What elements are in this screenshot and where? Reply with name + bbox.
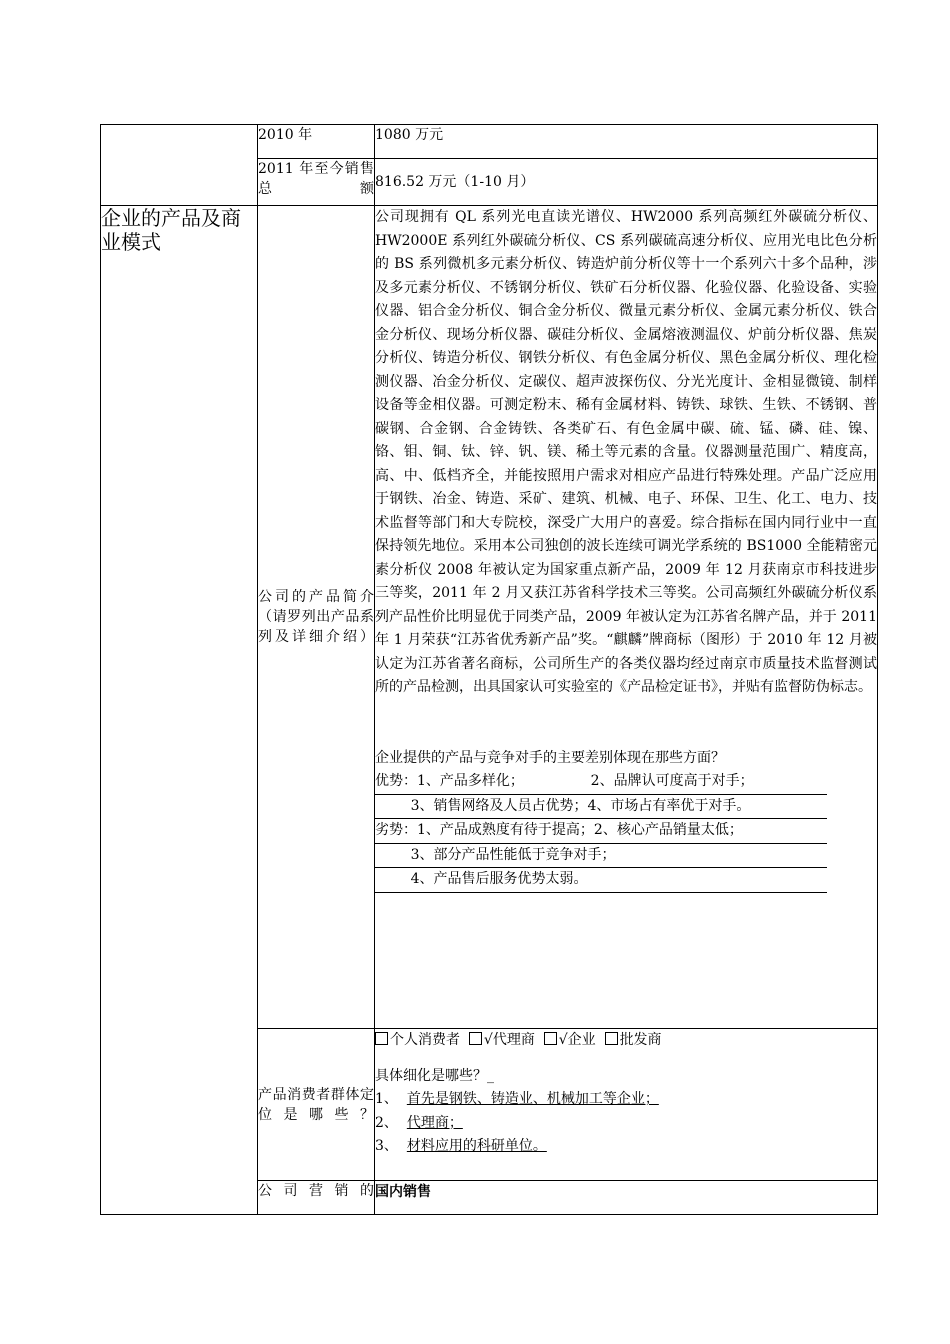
table-row-products [101,206,878,1029]
option-wholesaler: 批发商 [619,1032,662,1048]
compare-question: 企业提供的产品与竞争对手的主要差别体现在那些方面？ [375,749,725,766]
marketing-label: 公司营销的 [258,1181,375,1215]
disadvantage-line-1: 劣势：1、产品成熟度有待于提高；2、核心产品销量太低； [375,819,827,844]
option-enterprise: √企业 [558,1032,596,1048]
table-row-2010 [101,125,878,159]
year-2010-label: 2010 年 [258,125,375,159]
disadvantage-line-3: 4、产品售后服务优势太弱。 [375,868,827,893]
checkbox-icon [375,1032,388,1045]
item-text: 材料应用的科研单位。 [406,1138,547,1154]
checkbox-icon [544,1032,557,1045]
company-info-table [100,124,878,1215]
consumer-cell [375,1029,878,1181]
item-number: 2、 [375,1114,398,1131]
product-intro-cell [375,206,878,1029]
total-sales-label: 2011 年至今销售总额 [258,159,375,206]
total-sales-value: 816.52 万元（1-10 月） [375,159,878,206]
consumer-item-2 [375,1112,877,1136]
option-agent: √代理商 [483,1032,535,1048]
advantage-line-2: 3、销售网络及人员占优势；4、市场占有率优于对手。 [375,795,827,820]
product-intro-label: 公司的产品简介（请罗列出产品系列及详细介绍） [258,206,375,1029]
blank-cell [101,125,258,206]
item-text: 代理商； [406,1114,463,1131]
consumer-options [375,1029,877,1053]
product-description: 公司现拥有 QL 系列光电直读光谱仪、HW2000 系列高频红外碳硫分析仪、HW2000E 系列红外碳硫分析仪、CS 系列碳硫高速分析仪、应用光电比色分析的 BS 系列微机多元素分析仪、铸造炉前分析仪等十一个系列六十多个品种，涉及多元素分析仪、不锈钢分析仪、铁矿石分析仪器、化验仪器、化验设备、实验仪器、铝合金分析仪、铜合金分析仪、微量元素分析仪、金属元素分析仪、铁合金分析仪、现场分析仪器、碳硅分析仪、金属熔液测温仪、炉前分析仪器、焦炭分析仪、铸造分析仪、钢铁分析仪、有色金属分析仪、黑色金属分析仪、理化检测仪器、冶金分析仪、定碳仪、超声波探伤仪、分光光度计、金相显微镜、制样设备等金相仪器。可测定粉末、稀有金属材料、铸铁、球铁、生铁、不锈钢、普碳钢、合金钢、合金铸铁、各类矿石、有色金属中碳、硫、锰、磷、硅、镍、铬、钼、铜、钛、锌、钒、镁、稀土等元素的含量。仪器测量范围广、精度高，高、中、低档齐全，并能按照用户需求对相应产品进行特殊处理。产品广泛应用于钢铁、冶金、铸造、采矿、建筑、机械、电子、环保、卫生、化工、电力、技术监督等部门和大专院校，深受广大用户的喜爱。综合指标在国内同行业中一直保持领先地位。采用本公司独创的波长连续可调光学系统的 BS1000 全能精密元素分析仪 2008 年被认定为国家重点新产品，2009 年 12 月获南京市科技进步三等奖，2011 年 2 月又获江苏省科学技术三等奖。公司高频红外碳硫分析仪系列产品性价比明显优于同类产品，2009 年被认定为江苏省名牌产品，并于 2011 年 1 月荣获“江苏省优秀新产品”奖。“麒麟”牌商标（图形）于 2010 年 12 月被认定为江苏省著名商标，公司所生产的各类仪器均经过南京市质量技术监督测试所的产品检测，出具国家认可实验室的《产品检定证书》，并贴有监督防伪标志。 [375,209,877,695]
marketing-value: 国内销售 [375,1181,878,1215]
checkbox-icon [469,1032,482,1045]
year-2010-value: 1080 万元 [375,125,878,159]
item-number: 3、 [375,1138,398,1154]
consumer-item-3 [375,1135,877,1159]
section-title: 企业的产品及商业模式 [101,206,258,1215]
option-individual: 个人消费者 [390,1032,460,1048]
advantage-line-1: 优势：1、产品多样化； 2、品牌认可度高于对手； [375,770,827,795]
checkbox-icon [605,1032,618,1045]
consumer-label: 产品消费者群体定位是哪些？ [258,1029,375,1181]
item-number: 1、 [375,1091,398,1107]
item-text: 首先是钢铁、铸造业、机械加工等企业； [406,1091,659,1107]
competitive-list [375,770,827,893]
disadvantage-line-2: 3、部分产品性能低于竞争对手； [375,844,827,869]
detail-question: 具体细化是哪些？_ [375,1067,494,1084]
consumer-item-1 [375,1088,877,1112]
